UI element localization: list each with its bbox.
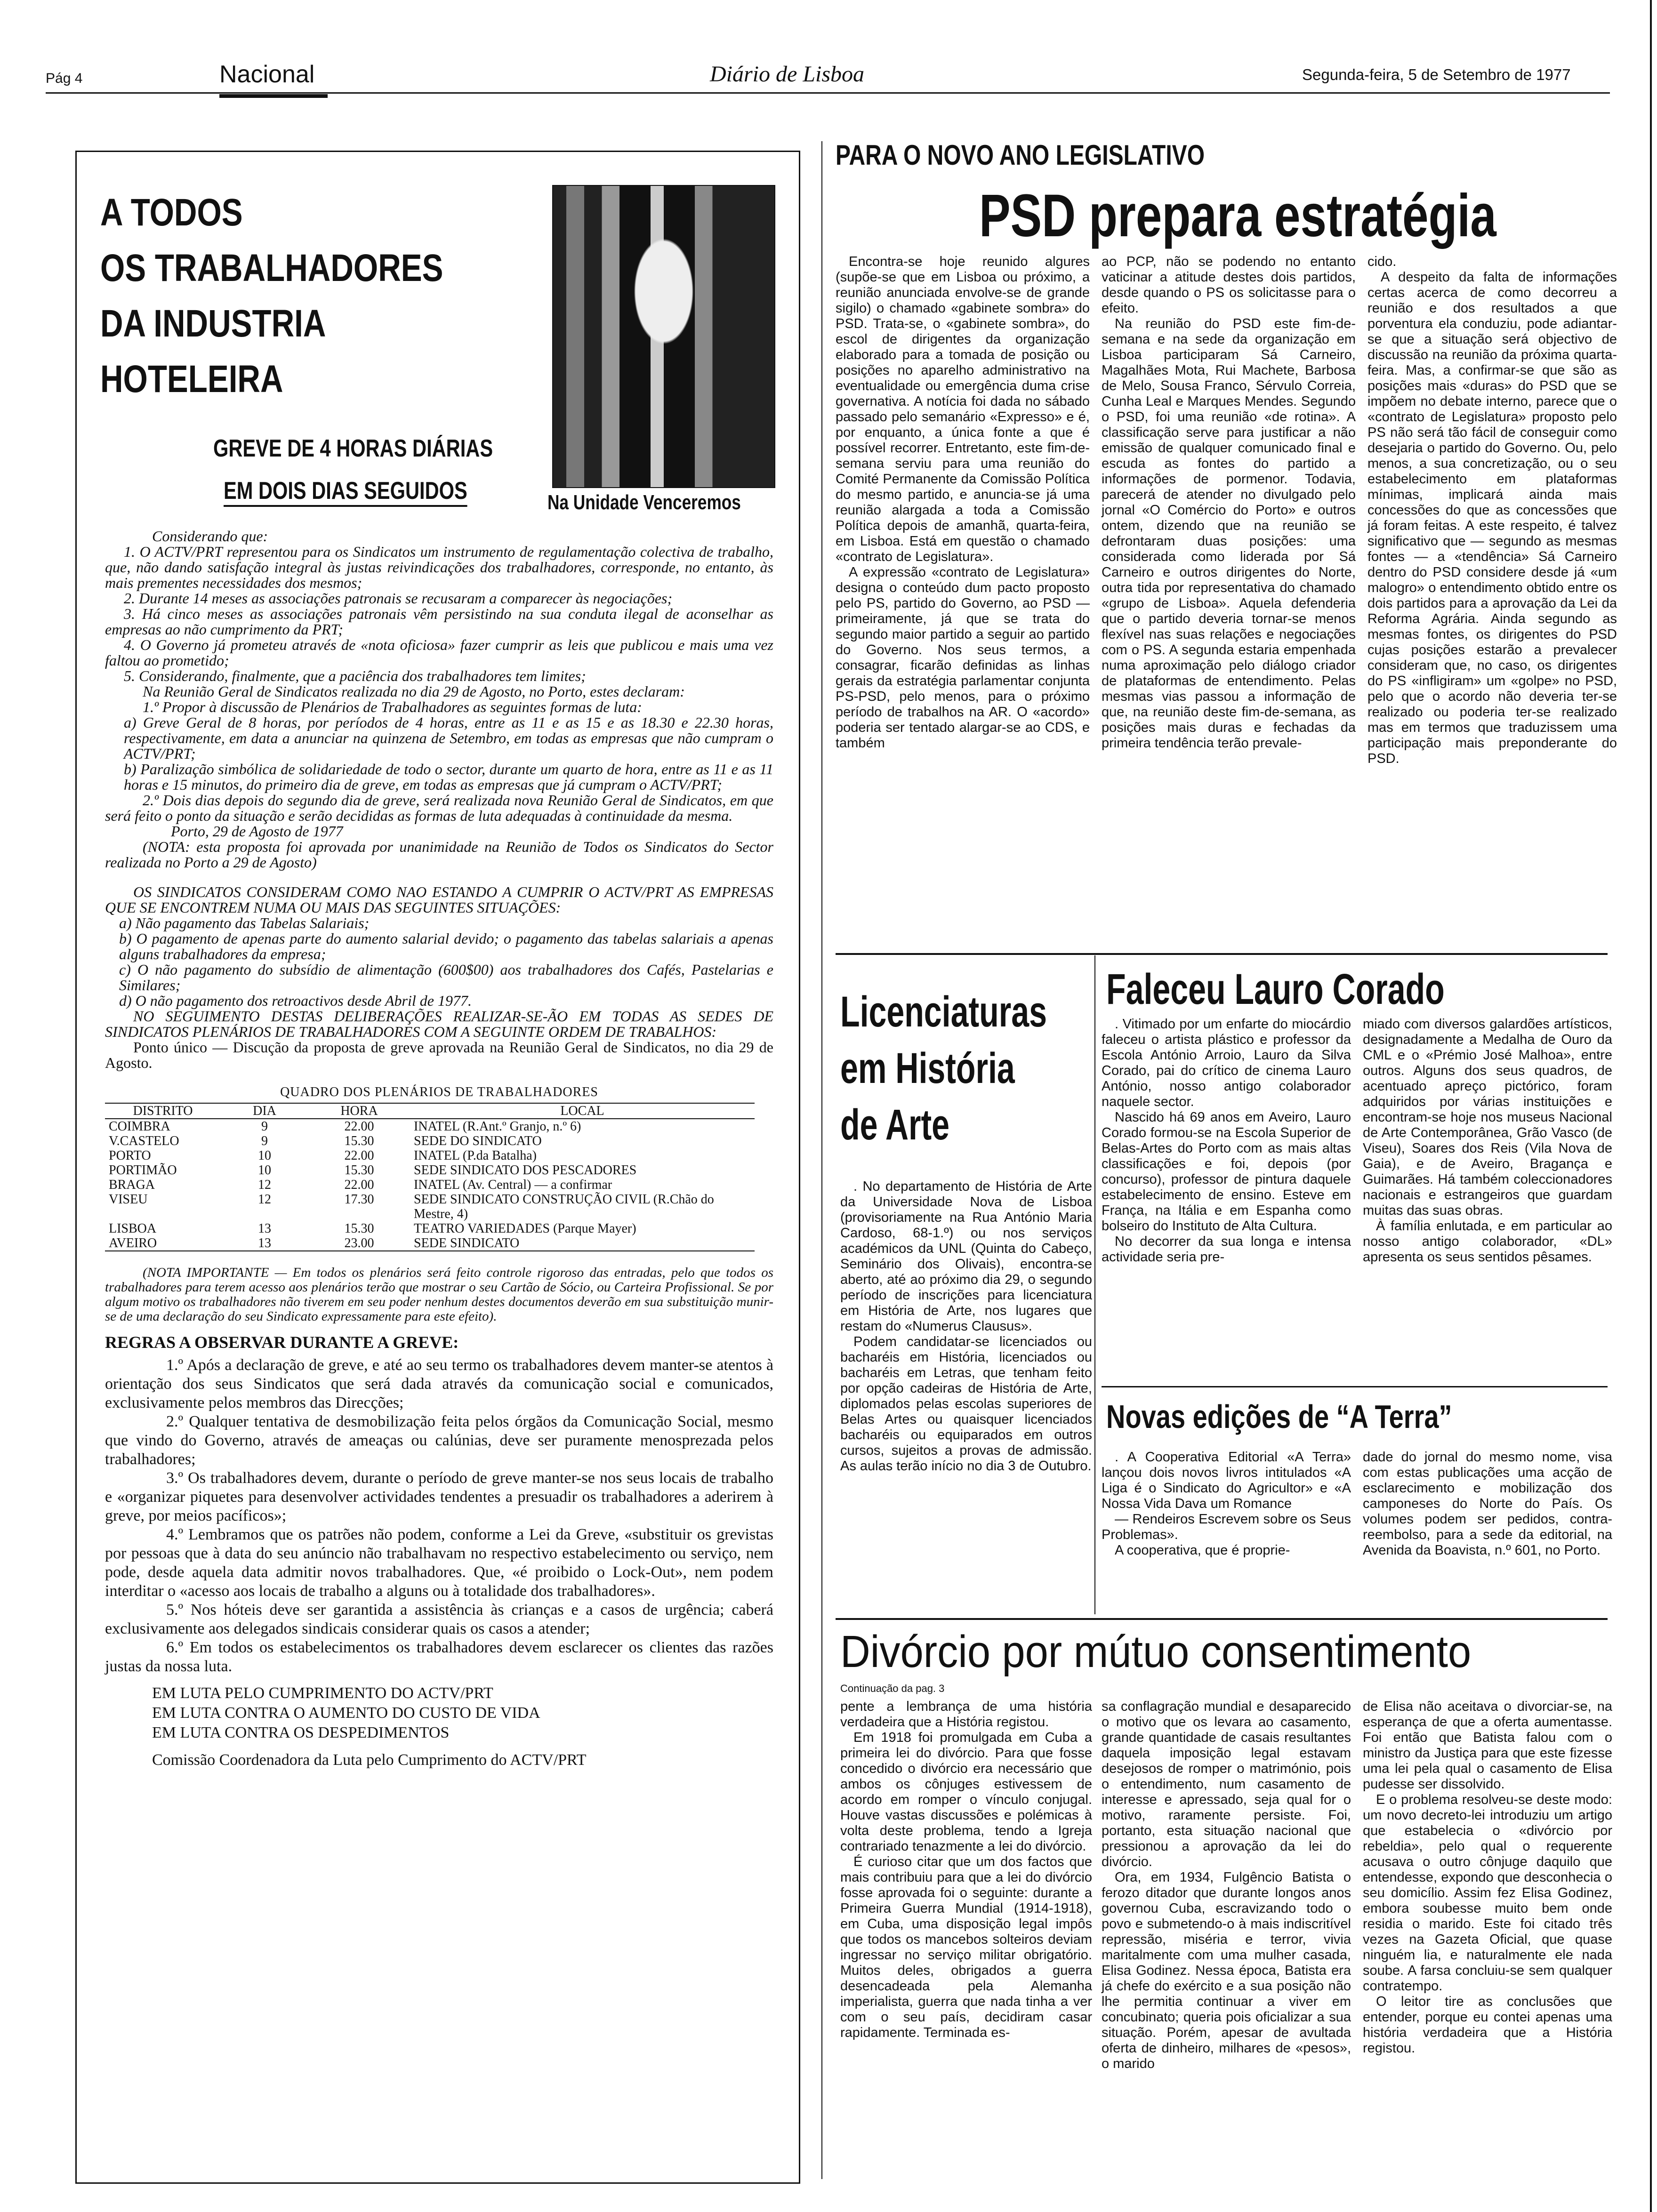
- terra-headline: Novas edições de “A Terra”: [1106, 1398, 1452, 1435]
- plenaries-table: [105, 1103, 755, 1251]
- rule-item: 5.º Nos hóteis deve ser garantida a assistência às crianças e a casos de urgência; caberá exclusivamente aos delegados sindicais considerar quais os casos a atender;: [105, 1601, 773, 1637]
- paragraph: Porto, 29 de Agosto de 1977: [171, 823, 343, 840]
- table-cell: VISEU: [109, 1192, 148, 1207]
- column-header: HORA: [308, 1103, 410, 1119]
- paragraph: OS SINDICATOS CONSIDERAM COMO NAO ESTANDO A CUMPRIR O ACTV/PRT AS EMPRESAS QUE SE ENCONTREM NUMA OU MAIS DAS SEGUINTES SITUAÇÕES:: [105, 883, 773, 916]
- lic-body: [840, 1179, 1092, 1474]
- terra-column-1: [1102, 1450, 1351, 1558]
- table-cell: 9: [261, 1134, 268, 1148]
- rule-item: 4.º Lembramos que os patrões não podem, conforme a Lei da Greve, «substituir os grevistas por pessoas que à data do seu anúncio não trabalhavam no respectivo estabelecimento ou serviço, nem pode, desde aquela data admitir novos trabalhadores. Que, «é proibido o Lock-Out», nem podem interditar o «acesso aos locais de trabalho a alguns ou à totalidade dos trabalhadores».: [105, 1526, 773, 1600]
- table-cell: 15.30: [344, 1134, 374, 1148]
- table-cell: 12: [258, 1178, 271, 1192]
- paragraph: Na reunião do PSD este fim-de-semana e na sede da organização em Lisboa participaram Sá Carneiro, Magalhães Mota, Rui Machete, Barbosa de Melo, Sousa Franco, Sérvulo Correia, Cunha Leal e Marques Mendes. Segundo o PSD, foi uma reunião «de rotina». A classificação serve para justificar a não emissão de qualquer comunicado final e escuda as fontes do partido a informações de pormenor. Todavia, parecerá de atender no divulgado pelo jornal «O Comércio do Porto» e outros ontem, dizendo que na reunião se defrontaram duas posições: uma considerada como liderada por Sá Carneiro e outros dirigentes do Norte, outra tida por representativa do chamado «grupo de Lisboa». Aquela defenderia que o partido deveria tornar-se menos flexível nas suas relações e negociações com o PS. A segunda estaria empenhada numa aproximação pelo diálogo criador de plataformas de entendimento. Pelas mesmas vias passou a informação de que, na reunião deste fim-de-semana, as posições mais duras e fechadas da primeira tendência terão prevale-: [1102, 316, 1356, 751]
- table-title: QUADRO DOS PLENÁRIOS DE TRABALHADORES: [280, 1085, 598, 1099]
- table-cell: PORTIMÃO: [109, 1163, 177, 1178]
- paragraph: ao PCP, não se podendo no entanto vaticinar a atitude destes dois partidos, desde quando o PS os solicitasse para o efeito.: [1102, 254, 1356, 316]
- psd-kicker: PARA O NOVO ANO LEGISLATIVO: [836, 139, 1205, 171]
- psd-headline: PSD prepara estratégia: [979, 182, 1496, 249]
- notice-title-line: A TODOS: [100, 191, 243, 234]
- lauro-column-2: [1363, 1017, 1612, 1265]
- paragraph: 2. Durante 14 meses as associações patronais se recusaram a comparecer às negociações;: [124, 590, 673, 607]
- paragraph: 5. Considerando, finalmente, que a paciência dos trabalhadores tem limites;: [124, 667, 586, 684]
- table-cell: 22.00: [344, 1148, 374, 1163]
- considering-list: [105, 529, 773, 870]
- masthead: Diário de Lisboa: [710, 62, 865, 87]
- table-cell: AVEIRO: [109, 1236, 157, 1250]
- paragraph: 4. O Governo já prometeu através de «nota oficiosa» fazer cumprir as leis que publicou e mais uma vez faltou ao prometido;: [105, 636, 773, 669]
- table-cell: LISBOA: [109, 1221, 157, 1236]
- paragraph: No decorrer da sua longa e intensa actividade seria pre-: [1102, 1234, 1351, 1265]
- table-cell: 10: [258, 1163, 271, 1178]
- paragraph: 1.º Propor à discussão de Plenários de Trabalhadores as seguintes formas de luta:: [143, 698, 642, 715]
- table-cell: 22.00: [344, 1119, 374, 1134]
- psd-column-2: [1102, 254, 1356, 751]
- table-cell: BRAGA: [109, 1178, 155, 1192]
- table-cell: SEDE SINDICATO CONSTRUÇÃO CIVIL (R.Chão do Mestre, 4): [414, 1192, 714, 1221]
- table-row: [105, 1178, 755, 1192]
- table-cell: SEDE SINDICATO DOS PESCADORES: [414, 1163, 637, 1178]
- strike-notice: [75, 151, 800, 2184]
- notice-title-line: DA INDUSTRIA: [100, 302, 326, 345]
- paragraph: Podem candidatar-se licenciados ou bacharéis em História, licenciados ou bacharéis em Letras, que tenham feito por opção cadeiras de História de Arte, diplomados pelas escolas superiores de Belas Artes ou quaisquer licenciados bacharéis ou equiparados em outros cursos, sujeitos a provas de admissão. As aulas terão início no dia 3 de Outubro.: [840, 1334, 1092, 1474]
- column-divider: [1094, 955, 1095, 1614]
- issue-date: Segunda-feira, 5 de Setembro de 1977: [1302, 66, 1571, 83]
- paragraph: NO SEGUIMENTO DESTAS DELIBERAÇÕES REALIZAR-SE-ÃO EM TODAS AS SEDES DE SINDICATOS PLENÁRIOS DE TRABALHADORES COM A SEGUINTE ORDEM DE TRABALHOS:: [105, 1008, 773, 1040]
- slogans: [105, 1683, 773, 1743]
- table-cell: 9: [261, 1119, 268, 1134]
- table-row: [105, 1119, 755, 1134]
- slogan: EM LUTA CONTRA OS DESPEDIMENTOS: [152, 1724, 450, 1741]
- table-cell: INATEL (Av. Central) — a confirmar: [414, 1178, 612, 1192]
- divorcio-headline: Divórcio por mútuo consentimento: [840, 1627, 1472, 1677]
- paragraph: O leitor tire as conclusões que entender, porque eu contei apenas uma história verdadeira que a História registou.: [1363, 1994, 1612, 2056]
- table-row: [105, 1221, 755, 1236]
- paragraph: cido.: [1367, 254, 1397, 269]
- paragraph: miado com diversos galardões artísticos, designadamente a Medalha de Ouro da CML e o «Prémio José Malhoa», entre outros. Alguns dos seus quadros, de acentuado apreço pictórico, foram adquiridos por várias instituições e encontram-se hoje nos museus Nacional de Arte Contemporânea, Grão Vasco (de Viseu), Soares dos Reis (Vila Nova de Gaia), e de Aveiro, Bragança e Guimarães. Há também coleccionadores nacionais e estrangeiros que guardam muitas das suas obras.: [1363, 1017, 1612, 1218]
- header-rule: [46, 92, 1610, 94]
- paragraph: À família enlutada, e em particular ao nosso antigo colaborador, «DL» apresenta os seus sentidos pêsames.: [1363, 1218, 1612, 1265]
- rule-item: 6.º Em todos os estabelecimentos os trabalhadores devem esclarecer os clientes das razões justas da nossa luta.: [105, 1639, 773, 1675]
- paragraph: b) O pagamento de apenas parte do aumento salarial devido; o pagamento das tabelas salariais a apenas alguns trabalhadores da empresa;: [119, 930, 773, 962]
- table-row: [105, 1148, 755, 1163]
- divorcio-column-2: [1102, 1699, 1351, 2072]
- rule-item: 1.º Após a declaração de greve, e até ao seu termo os trabalhadores devem manter-se atentos à orientação dos seus Sindicatos que será dada através da comunicação social e comunicados, exclusivamente pelos membros das Direcções;: [105, 1356, 773, 1411]
- paragraph: E o problema resolveu-se deste modo: um novo decreto-lei introduziu um artigo que estabelecia o «divórcio por rebeldia», pelo qual o requerente acusava o outro cônjuge daquilo que entendesse, expondo que desconhecia o seu domicílio. Assim fez Elisa Godinez, embora soubesse muito bem onde residia o marido. Este foi citado três vezes na Gazeta Oficial, que quase ninguém lia, e naturalmente ele nada soube. A farsa concluiu-se sem qualquer contratempo.: [1363, 1792, 1612, 1994]
- column-header: LOCAL: [410, 1103, 755, 1119]
- table-cell: SEDE SINDICATO: [414, 1236, 520, 1250]
- table-cell: INATEL (R.Ant.º Granjo, n.º 6): [414, 1119, 581, 1134]
- lic-headline-line: em História: [840, 1044, 1015, 1092]
- paragraph: Considerando que:: [152, 528, 268, 545]
- table-body: [105, 1119, 755, 1251]
- column-divider: [821, 141, 822, 2179]
- table-cell: INATEL (P.da Batalha): [414, 1148, 537, 1163]
- photo-caption: Na Unidade Venceremos: [547, 491, 741, 514]
- signature: Comissão Coordenadora da Luta pelo Cumprimento do ACTV/PRT: [152, 1751, 587, 1769]
- rule-item: 2.º Qualquer tentativa de desmobilização feita pelos órgãos da Comunicação Social, mesmo que vindo do Governo, através de ameaças ou calúnias, deve ser puramente menosprezada pelos trabalhadores;: [105, 1413, 773, 1468]
- right-edge-line: [1650, 0, 1652, 2212]
- lic-headline: [840, 984, 1119, 1153]
- table-row: [105, 1163, 755, 1178]
- paragraph: Ora, em 1934, Fulgêncio Batista o ferozo ditador que durante longos anos governou Cuba, escravizando todo o povo e submetendo-o à mais indiscritível repressão, miséria e terror, vivia maritalmente com uma mulher casada, Elisa Godinez. Nessa época, Batista era já chefe do exército e a sua posição não lhe permitia continuar a viver em concubinato; queria pois oficializar a sua situação. Porém, apesar de avultada oferta de dinheiro, milhares de «pesos», o marido: [1102, 1870, 1351, 2071]
- paragraph: a) Greve Geral de 8 horas, por períodos de 4 horas, entre as 11 e as 15 e as 18.30 e 22.30 horas, respectivamente, em data a anunciar na quinzena de Setembro, em todas as empresas que não cumpram o ACTV/PRT;: [124, 714, 773, 762]
- paragraph: A despeito da falta de informações certas acerca de como decorreu a reunião e dos resultados a que porventura ela conduziu, pode adiantar-se que a situação será objectivo de discussão na reunião da próxima quarta-feira. Mas, a confirmar-se que são as posições mais «duras» do PSD que se impõem no debate interno, parece que o «contrato de Legislatura» proposto pelo PS não será tão fácil de conseguir como desejaria o partido do Governo. Ou, pelo menos, a sua concretização, ou o seu estabelecimento em plataformas mínimas, implicará ainda mais concessões do que as concessões que já foram feitas. A este respeito, é talvez significativo que — segundo as mesmas fontes — a «tendência» Sá Carneiro dentro do PSD considere desde já «um malogro» o entendimento obtido entre os dois partidos para a aprovação da Lei da Reforma Agrária. Ainda segundo as mesmas fontes, os dirigentes do PSD cujas posições estarão a prevalecer consideram que, no caso, os dirigentes do PS «infligiram» um «golpe» no PSD, pelo que o acordo não deveria ter-se realizado ou poderia ter-se realizado mas em termos que traduzissem uma participação mais preponderante do PSD.: [1367, 270, 1617, 766]
- paragraph: Encontra-se hoje reunido algures (supõe-se que em Lisboa ou próximo, a reunião anunciada envolve-se de grande sigilo) o chamado «gabinete sombra» do PSD. Trata-se, o «gabinete sombra», do escol de dirigentes da organização elaborado para a tomada de posição ou posições no aparelho administrativo na eventualidade ou emergência duma crise governativa. A notícia foi dada no sábado passado pelo semanário «Expresso» e é, por enquanto, a única fonte a que é possível recorrer. Entretanto, este fim-de-semana serviu para uma reunião do Comité Permanente da Comissão Política do mesmo partido, e anuncia-se já uma reunião alargada a toda a Comissão Política depois de amanhã, quarta-feira, em Lisboa. Está em questão o chamado «contrato de Legislatura».: [836, 254, 1090, 564]
- table-cell: SEDE DO SINDICATO: [414, 1134, 542, 1148]
- table-cell: 12: [258, 1192, 271, 1207]
- table-row: [105, 1236, 755, 1251]
- paragraph: Na Reunião Geral de Sindicatos realizada no dia 29 de Agosto, no Porto, estes declaram:: [143, 683, 685, 700]
- notice-body: [105, 529, 773, 1769]
- paragraph: . Vitimado por um enfarte do miocárdio faleceu o artista plástico e professor da Escola António Arroio, Lauro da Silva Corado, pai do crítico de cinema Lauro António, nosso antigo colaborador naquele sector.: [1102, 1017, 1351, 1109]
- paragraph: c) O não pagamento do subsídio de alimentação (600$00) aos trabalhadores dos Cafés, Pastelarias e Similares;: [119, 961, 773, 994]
- divorcio-column-1: [840, 1699, 1092, 2041]
- table-cell: 15.30: [344, 1163, 374, 1178]
- table-header-row: [105, 1103, 755, 1119]
- table-cell: 23.00: [344, 1236, 374, 1250]
- column-header: DISTRITO: [105, 1103, 221, 1119]
- cutlery-photo: [552, 185, 775, 488]
- notice-sub2: EM DOIS DIAS SEGUIDOS: [224, 477, 467, 507]
- section-rule: [836, 1618, 1608, 1620]
- paragraph: . No departamento de História de Arte da Universidade Nova de Lisboa (provisoriamente na Rua António Maria Cardoso, 68-1.º) ou nos serviços académicos da UNL (Quinta do Cabeço, Seminário dos Olivais), encontra-se aberto, até ao próximo dia 29, o segundo período de inscrições para licenciatura em História de Arte, nos lugares que restam do «Numerus Clausus».: [840, 1179, 1092, 1334]
- paragraph: 3. Há cinco meses as associações patronais vêm persistindo na sua conduta ilegal de aconselhar as empresas ao não cumprimento da PRT;: [105, 605, 773, 638]
- psd-column-1: [836, 254, 1090, 751]
- table-cell: TEATRO VARIEDADES (Parque Mayer): [414, 1221, 636, 1236]
- paragraph: A cooperativa, que é proprie-: [1115, 1543, 1290, 1558]
- section-rule: [836, 953, 1608, 955]
- important-note: (NOTA IMPORTANTE — Em todos os plenários será feito controle rigoroso das entradas, pelo que todos os trabalhadores para terem acesso aos plenários terão que mostrar o seu Cartão de Sócio, ou Carteira Profissional. Se por algum motivo os trabalhadores não tiverem em seu poder nenhum destes documentos deverão em sua substituição munir-se de uma declaração do seu Sindicato expressamente para este efeito).: [105, 1265, 773, 1324]
- paragraph: dade do jornal do mesmo nome, visa com estas publicações uma acção de esclarecimento e mobilização dos camponeses do Norte do País. Os volumes podem ser pedidos, contra-reembolso, para a sede da editorial, na Avenida da Boavista, n.º 601, no Porto.: [1363, 1450, 1612, 1558]
- notice-title-line: HOTELEIRA: [100, 358, 283, 401]
- lauro-headline: Faleceu Lauro Corado: [1106, 965, 1445, 1013]
- page-number: Pág 4: [46, 71, 83, 86]
- rules-list: [105, 1356, 773, 1676]
- table-cell: 10: [258, 1148, 271, 1163]
- conditions-block: [105, 884, 773, 1071]
- header-rule-thick: [219, 94, 328, 98]
- section-rule: [1102, 1386, 1608, 1387]
- paragraph: de Elisa não aceitava o divorciar-se, na esperança de que a oferta aumentasse. Foi então que Batista falou com o ministro da Justiça para que este fizesse uma lei pela qual o casamento de Elisa pudesse ser dissolvido.: [1363, 1699, 1612, 1792]
- section-title: Nacional: [219, 61, 315, 88]
- table-cell: COIMBRA: [109, 1119, 170, 1134]
- paragraph: A expressão «contrato de Legislatura» designa o conteúdo dum pacto proposto pelo PS, partido do Governo, ao PSD — primeiramente, já que se trata do segundo maior partido a seguir ao partido do Governo. Nos seus termos, a consagrar, ficarão definidas as linhas gerais da estratégia parlamentar conjunta PS-PSD, pelo menos, para o próximo período de trabalhos na AR. O «acordo» poderia ser tentado alargar-se ao CDS, e também: [836, 565, 1090, 751]
- paragraph: — Rendeiros Escrevem sobre os Seus Problemas».: [1102, 1512, 1351, 1542]
- table-cell: 13: [258, 1221, 271, 1236]
- table-cell: V.CASTELO: [109, 1134, 179, 1148]
- paragraph: 1. O ACTV/PRT representou para os Sindicatos um instrumento de regulamentação colectiva de trabalho, que, não dando satisfação integral às justas reivindicações dos trabalhadores, corresponde, no entanto, às mais prementes necessidades dos mesmos;: [105, 543, 773, 591]
- lic-headline-line: de Arte: [840, 1101, 950, 1149]
- table-cell: 17.30: [344, 1192, 374, 1207]
- paragraph: Ponto único — Discução da proposta de greve aprovada na Reunião Geral de Sindicatos, no dia 29 de Agosto.: [105, 1039, 773, 1071]
- divorcio-column-3: [1363, 1699, 1612, 2056]
- table-row: [105, 1192, 755, 1221]
- notice-title-line: OS TRABALHADORES: [100, 247, 443, 289]
- psd-column-3: [1367, 254, 1617, 767]
- table-cell: 22.00: [344, 1178, 374, 1192]
- lic-headline-line: Licenciaturas: [840, 988, 1047, 1036]
- paragraph: d) O não pagamento dos retroactivos desde Abril de 1977.: [119, 992, 472, 1009]
- table-row: [105, 1134, 755, 1148]
- paragraph: sa conflagração mundial e desaparecido o motivo que os levara ao casamento, grande quantidade de casais resultantes daquela imposição legal estavam desejosos de romper o matrimónio, pois o entendimento, num casamento de interesse e apressado, seja qual for o motivo, raramente persiste. Foi, portanto, esta situação nacional que pressionou a aprovação da lei do divórcio.: [1102, 1699, 1351, 1869]
- paragraph: (NOTA: esta proposta foi aprovada por unanimidade na Reunião de Todos os Sindicatos do Sector realizada no Porto a 29 de Agosto): [105, 838, 773, 871]
- paragraph: pente a lembrança de uma história verdadeira que a História registou.: [840, 1699, 1092, 1730]
- column-header: DIA: [221, 1103, 308, 1119]
- slogan: EM LUTA PELO CUMPRIMENTO DO ACTV/PRT: [152, 1684, 493, 1702]
- terra-column-2: [1363, 1450, 1612, 1558]
- paragraph: . A Cooperativa Editorial «A Terra» lançou dois novos livros intitulados «A Liga é o Sindicato do Agricultor» e «A Nossa Vida Dava um Romance: [1102, 1450, 1351, 1511]
- paragraph: É curioso citar que um dos factos que mais contribuiu para que a lei do divórcio fosse aprovada foi o seguinte: durante a Primeira Guerra Mundial (1914-1918), em Cuba, uma disposição legal impôs que todos os mancebos solteiros deviam ingressar no serviço militar obrigatório. Muitos deles, obrigados a guerra desencadeada pela Alemanha imperialista, guerra que nada tinha a ver com o seu país, decidiram casar rapidamente. Terminada es-: [840, 1854, 1092, 2040]
- table-cell: 13: [258, 1236, 271, 1250]
- rules-title: REGRAS A OBSERVAR DURANTE A GREVE:: [105, 1333, 459, 1352]
- slogan: EM LUTA CONTRA O AUMENTO DO CUSTO DE VIDA: [152, 1704, 540, 1722]
- continuation-note: Continuação da pag. 3: [840, 1683, 945, 1694]
- lauro-column-1: [1102, 1017, 1351, 1265]
- notice-sub1: GREVE DE 4 HORAS DIÁRIAS: [213, 435, 493, 462]
- notice-title: [100, 185, 518, 407]
- rule-item: 3.º Os trabalhadores devem, durante o período de greve manter-se nos seus locais de trabalho e «organizar piquetes para desenvolver actividades tendentes a presuadir os trabalhadores a aderirem à greve, por meios pacíficos»;: [105, 1469, 773, 1524]
- table-cell: 15.30: [344, 1221, 374, 1236]
- paragraph: Nascido há 69 anos em Aveiro, Lauro Corado formou-se na Escola Superior de Belas-Artes do Porto com as mais altas classificações e foi, depois (por concurso), professor de pintura daquele estabelecimento de ensino. Esteve em França, na Itália e em Espanha como bolseiro do Instituto de Alta Cultura.: [1102, 1110, 1351, 1234]
- paragraph: 2.º Dois dias depois do segundo dia de greve, será realizada nova Reunião Geral de Sindicatos, em que será feito o ponto da situação e serão decididas as formas de luta adequadas à continuidade da mesma.: [105, 792, 773, 824]
- table-cell: PORTO: [109, 1148, 151, 1163]
- paragraph: b) Paralização simbólica de solidariedade de todo o sector, durante um quarto de hora, entre as 11 e as 11 horas e 15 minutos, do primeiro dia de greve, em todas as empresas que já cumpram o ACTV/PRT;: [124, 761, 773, 793]
- paragraph: Em 1918 foi promulgada em Cuba a primeira lei do divórcio. Para que fosse concedido o divórcio era necessário que ambos os cônjuges estivessem de acordo em romper o vínculo conjugal. Houve vastas discussões e polémicas à volta deste problema, tendo a Igreja contrariado tenazmente a lei do divórcio.: [840, 1730, 1092, 1854]
- paragraph: a) Não pagamento das Tabelas Salariais;: [119, 914, 370, 931]
